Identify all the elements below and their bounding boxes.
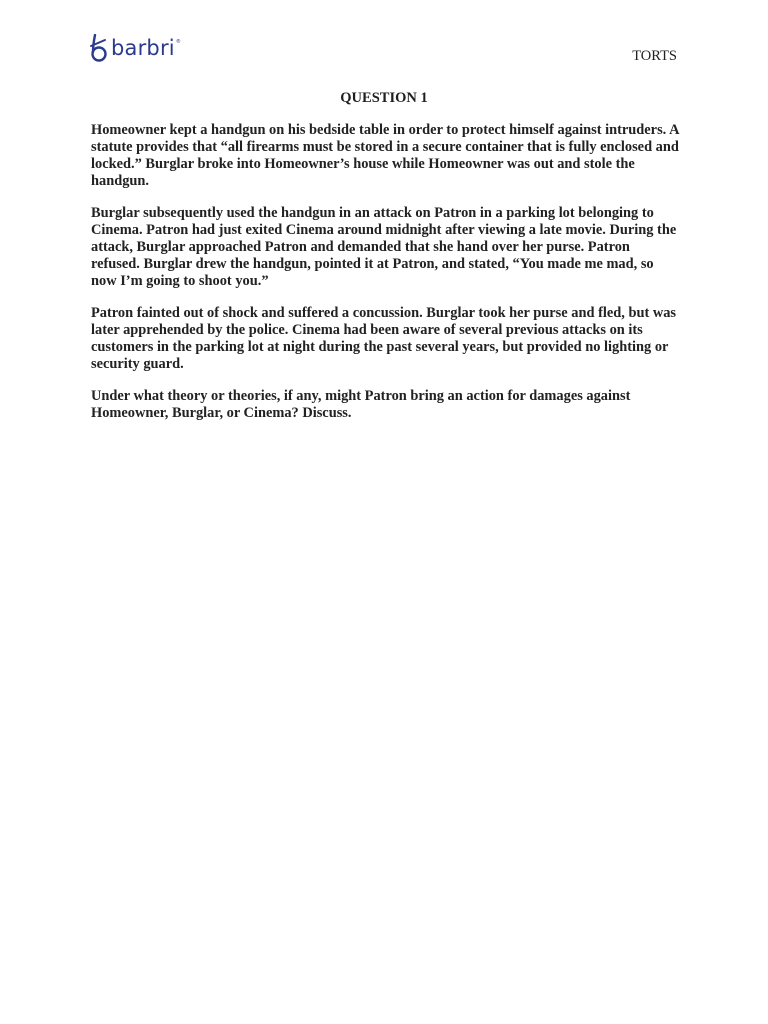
brand-logo (89, 34, 181, 64)
question-title: QUESTION 1 (340, 90, 428, 106)
section-label: TORTS (632, 48, 677, 64)
brand-name: barbri (111, 36, 175, 60)
barbri-logo-icon (89, 34, 108, 64)
paragraph: Patron fainted out of shock and suffered a concussion. Burglar took her purse and fled, but was later apprehended by the police. Cinema had been aware of several previous attacks on its customers in the parking lot at night during the past several years, but provided no lighting or security guard. (91, 305, 677, 372)
question-body (91, 122, 681, 437)
paragraph: Under what theory or theories, if any, might Patron bring an action for damages against Homeowner, Burglar, or Cinema? Discuss. (91, 388, 631, 421)
paragraph: Burglar subsequently used the handgun in an attack on Patron in a parking lot belonging to Cinema. Patron had just exited Cinema around midnight after viewing a late movie. During the attack, Burglar approached Patron and demanded that she hand over her purse. Patron refused. Burglar drew the handgun, pointed it at Patron, and stated, “You made me mad, so now I’m going to shoot you.” (91, 205, 677, 289)
trademark-mark: ® (175, 39, 181, 45)
paragraph: Homeowner kept a handgun on his bedside table in order to protect himself against intruders. A statute provides that “all firearms must be stored in a secure container that is fully enclosed and locked.” Burglar broke into Homeowner’s house while Homeowner was out and stole the handgun. (91, 122, 679, 189)
